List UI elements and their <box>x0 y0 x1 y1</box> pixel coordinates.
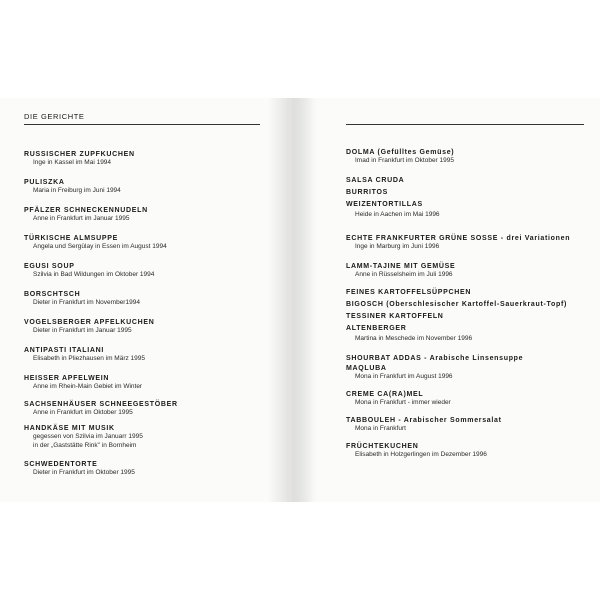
recipe-credit: Inge in Marburg im Juni 1996 <box>355 243 440 250</box>
recipe-title: PFÄLZER SCHNECKENNUDELN <box>24 207 148 214</box>
recipe-credit: gegessen von Szilvia im Januarr 1995 <box>33 433 143 440</box>
recipe-title: RUSSISCHER ZUPFKUCHEN <box>24 151 135 158</box>
recipe-title: TESSINER KARTOFFELN <box>346 313 444 320</box>
recipe-entry <box>24 178 274 196</box>
recipe-credit: Angela und Sergülay in Essen im August 1994 <box>33 243 167 250</box>
recipe-credit: Dieter in Frankfurt im Januar 1995 <box>33 327 132 334</box>
recipe-title: BURRITOS <box>346 189 389 196</box>
recipe-entry <box>24 346 274 364</box>
heading-rule <box>24 124 260 125</box>
recipe-credit: Dieter in Frankfurt im November1994 <box>33 299 140 306</box>
recipe-title: HANDKÄSE MIT MUSIK <box>24 425 115 432</box>
recipe-title: TÜRKISCHE ALMSUPPE <box>24 235 119 242</box>
recipe-title: SCHWEDENTORTE <box>24 461 98 468</box>
recipe-title: SHOURBAT ADDAS - Arabische Linsensuppe <box>346 355 524 362</box>
recipe-entry <box>346 148 596 166</box>
recipe-credit: in der „Gaststätte Rink" in Bornheim <box>33 441 137 449</box>
page-heading: DIE GERICHTE <box>24 112 85 121</box>
recipe-entry <box>24 460 274 478</box>
recipe-credit: Imad in Frankfurt im Oktober 1995 <box>355 157 454 164</box>
recipe-title: BIGOSCH (Oberschlesischer Kartoffel-Sauerkraut-Topf) <box>346 301 568 308</box>
recipe-credit: Inge in Kassel im Mai 1994 <box>33 159 112 166</box>
recipe-entry <box>346 176 596 185</box>
recipe-entry <box>346 288 596 297</box>
recipe-entry <box>346 234 596 252</box>
recipe-entry <box>346 324 596 344</box>
recipe-title: PULISZKA <box>24 179 65 186</box>
recipe-title: HEISSER APFELWEIN <box>24 375 110 382</box>
heading-rule <box>346 124 584 125</box>
recipe-title: VOGELSBERGER APFELKUCHEN <box>24 319 155 326</box>
recipe-title: DOLMA (Gefülltes Gemüse) <box>346 149 455 156</box>
recipe-credit: Anne im Rhein-Main Gebiet im Winter <box>33 383 143 390</box>
recipe-title: ECHTE FRANKFURTER GRÜNE SOSSE - drei Variationen <box>346 235 571 242</box>
recipe-title: ANTIPASTI ITALIANI <box>24 347 105 354</box>
recipe-title: WEIZENTORTILLAS <box>346 201 423 208</box>
recipe-entry <box>24 150 274 168</box>
recipe-title: LAMM-TAJINE MIT GEMÜSE <box>346 263 456 270</box>
recipe-title: EGUSI SOUP <box>24 263 75 270</box>
recipe-credit: Anne in Rüsselsheim im Juli 1996 <box>355 271 453 278</box>
recipe-entry <box>346 354 596 363</box>
recipe-credit: Martina in Meschede im November 1996 <box>355 335 473 342</box>
recipe-entry <box>24 262 274 280</box>
recipe-credit: Mona in Frankfurt <box>355 425 406 432</box>
recipe-entry <box>346 200 596 220</box>
recipe-entry <box>24 374 274 392</box>
recipe-entry <box>346 442 596 460</box>
recipe-entry <box>346 300 596 309</box>
gutter-shadow <box>292 98 318 502</box>
recipe-title: BORSCHTSCH <box>24 291 81 298</box>
recipe-entry <box>24 290 274 308</box>
recipe-title: SACHSENHÄUSER SCHNEEGESTÖBER <box>24 401 178 408</box>
left-page <box>18 98 268 502</box>
recipe-title: CREME CA(RA)MEL <box>346 391 424 398</box>
recipe-credit: Heide in Aachen im Mai 1996 <box>355 211 440 218</box>
recipe-entry <box>24 400 274 418</box>
recipe-entry <box>346 262 596 280</box>
recipe-credit: Elisabeth in Pliezhausen im März 1995 <box>33 355 146 362</box>
recipe-credit: Szilvia in Bad Wildungen im Oktober 1994 <box>33 271 155 278</box>
recipe-entry <box>24 318 274 336</box>
recipe-credit: Anne in Frankfurt im Oktober 1995 <box>33 409 133 416</box>
recipe-credit: Elisabeth in Holzgerlingen im Dezember 1996 <box>355 451 487 458</box>
recipe-title: SALSA CRUDA <box>346 177 405 184</box>
right-page <box>340 98 590 502</box>
recipe-entry <box>346 364 596 382</box>
recipe-credit: Mona in Frankfurt - immer wieder <box>355 399 451 406</box>
recipe-entry <box>24 206 274 224</box>
recipe-entry <box>24 424 274 450</box>
recipe-entry <box>346 312 596 321</box>
recipe-title: MAQLUBA <box>346 365 387 372</box>
recipe-credit: Dieter in Frankfurt im Oktober 1995 <box>33 469 135 476</box>
recipe-entry <box>24 234 274 252</box>
recipe-credit: Mona in Frankfurt im August 1996 <box>355 373 453 380</box>
recipe-entry <box>346 188 596 197</box>
recipe-title: FRÜCHTEKUCHEN <box>346 443 419 450</box>
recipe-entry <box>346 416 596 434</box>
recipe-credit: Maria in Freiburg im Juni 1994 <box>33 187 121 194</box>
recipe-credit: Anne in Frankfurt im Januar 1995 <box>33 215 130 222</box>
recipe-title: ALTENBERGER <box>346 325 407 332</box>
recipe-title: FEINES KARTOFFELSÜPPCHEN <box>346 289 472 296</box>
recipe-title: TABBOULEH - Arabischer Sommersalat <box>346 417 502 424</box>
recipe-entry <box>346 390 596 408</box>
